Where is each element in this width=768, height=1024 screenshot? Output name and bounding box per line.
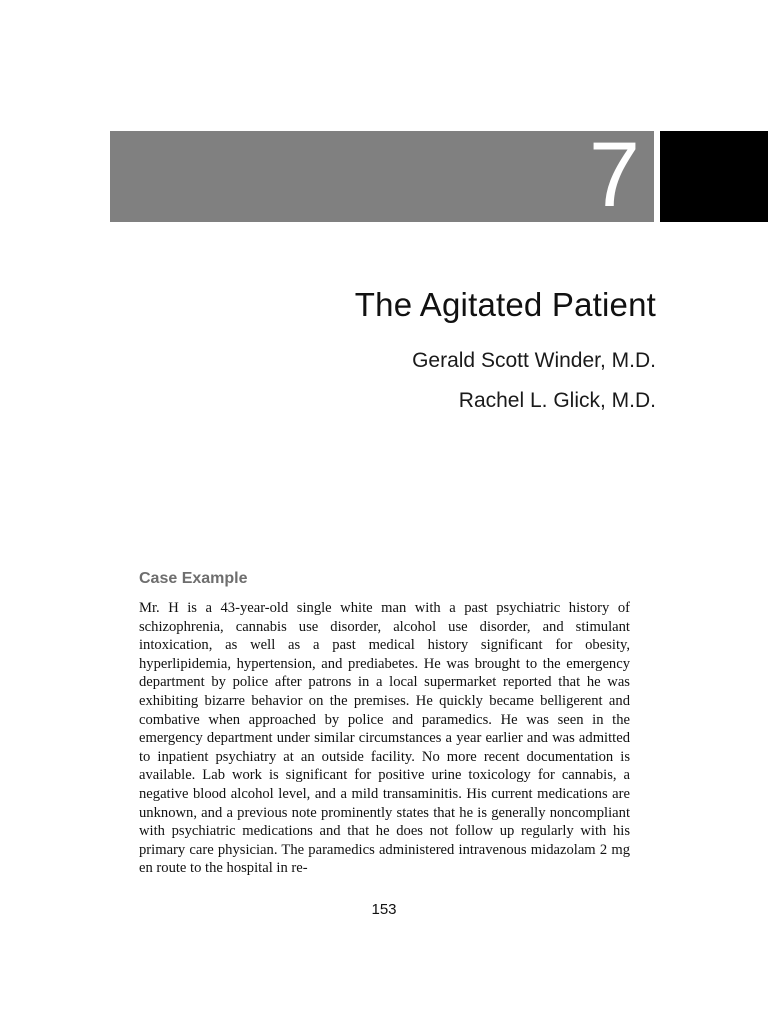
page-number: 153 bbox=[371, 901, 397, 918]
chapter-number: 7 bbox=[588, 124, 640, 226]
chapter-edge-tab bbox=[660, 131, 768, 222]
section-heading: Case Example bbox=[139, 570, 248, 587]
body-paragraph: Mr. H is a 43-year-old single white man with a past psychiatric history of schizophrenia, cannabis use disorder, alcohol use disorder, and stimulant intoxication, as well as a past medical history significant for obesity, hyperlipidemia, hypertension, and prediabetes. He was brought to the emergency department by police after patrons in a local supermarket reported that he was exhibiting bizarre behavior on the premises. He quickly became belligerent and combative when approached by police and paramedics. He was seen in the emergency department under similar circumstances a year earlier and was admitted to inpatient psychiatry at an outside facility. No more recent documentation is available. Lab work is significant for positive urine toxicology for cannabis, a negative blood alcohol level, and a mild transaminitis. His current medications are unknown, and a previous note prominently states that he is generally noncompliant with psychiatric medications and that he does not follow up regularly with his primary care physician. The paramedics administered intravenous midazolam 2 mg en route to the hospital in re- bbox=[139, 600, 630, 877]
chapter-title: The Agitated Patient bbox=[354, 286, 656, 323]
author-name: Gerald Scott Winder, M.D. bbox=[412, 349, 656, 372]
chapter-number-band bbox=[110, 124, 654, 226]
author-name: Rachel L. Glick, M.D. bbox=[458, 389, 656, 412]
